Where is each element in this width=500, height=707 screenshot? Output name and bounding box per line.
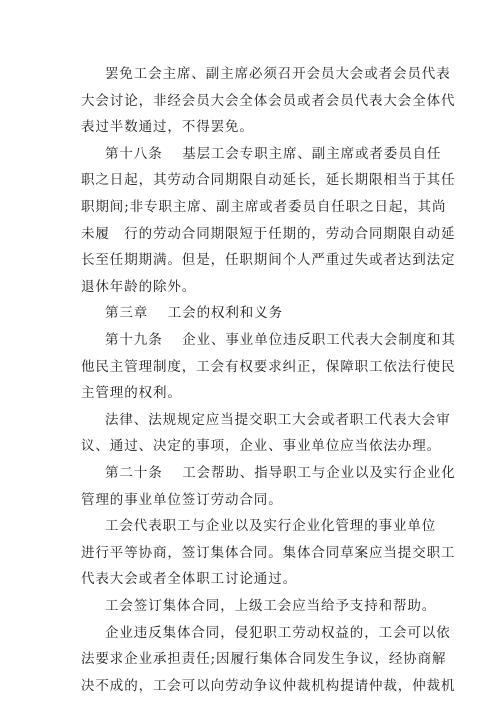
text-line: 工会签订集体合同，上级工会应当给予支持和帮助。 [105,598,437,614]
text-line: 代表大会或者全体职工讨论通过。 [81,571,297,588]
text-line: 进行平等协商，签订集体合同。集体合同草案应当提交职工 [81,544,456,561]
text-line: 第十八条 基层工会专职主席、副主席或者委员自任 [105,145,442,162]
text-line: 第十九条 企业、事业单位违反职工代表大会制度和其 [105,332,456,348]
text-line: 管理的事业单位签订劳动合同。 [81,491,283,508]
text-line: 未履 行的劳动合同期限短于任期的，劳动合同期限自动延 [81,225,456,242]
text-line: 主管理的权利。 [81,385,182,402]
text-line: 职之日起，其劳动合同期限自动延长，延长期限相当于其任 [81,172,456,189]
text-line: 他民主管理制度，工会有权要求纠正，保障职工依法行使民 [81,358,456,375]
chapter-heading: 第三章 工会的权利和义务 [105,305,283,322]
text-line: 法律、法规规定应当提交职工大会或者职工代表大会审 [105,411,451,428]
text-line: 职期间;非专职主席、副主席或者委员自任职之日起，其尚 [81,199,447,215]
text-line: 大会讨论，非经会员大会全体会员或者会员代表大会全体代 [81,92,456,109]
text-line: 罢免工会主席、副主席必须召开会员大会或者会员代表 [105,66,451,82]
text-line: 表过半数通过，不得罢免。 [81,119,254,136]
text-line: 退休年龄的除外。 [81,278,197,295]
text-line: 长至任期期满。但是，任职期间个人严重过失或者达到法定 [81,252,456,269]
text-line: 议、通过、决定的事项，企业、事业单位应当依法办理。 [81,438,441,455]
text-line: 决不成的，工会可以向劳动争议仲裁机构提请仲裁，仲裁机 [81,677,456,694]
text-line: 第二十条 工会帮助、指导职工与企业以及实行企业化 [105,465,456,481]
text-line: 企业违反集体合同，侵犯职工劳动权益的，工会可以依 [105,624,451,641]
text-line: 法要求企业承担责任;因履行集体合同发生争议，经协商解 [81,651,447,668]
text-line: 工会代表职工与企业以及实行企业化管理的事业单位 [105,518,437,535]
